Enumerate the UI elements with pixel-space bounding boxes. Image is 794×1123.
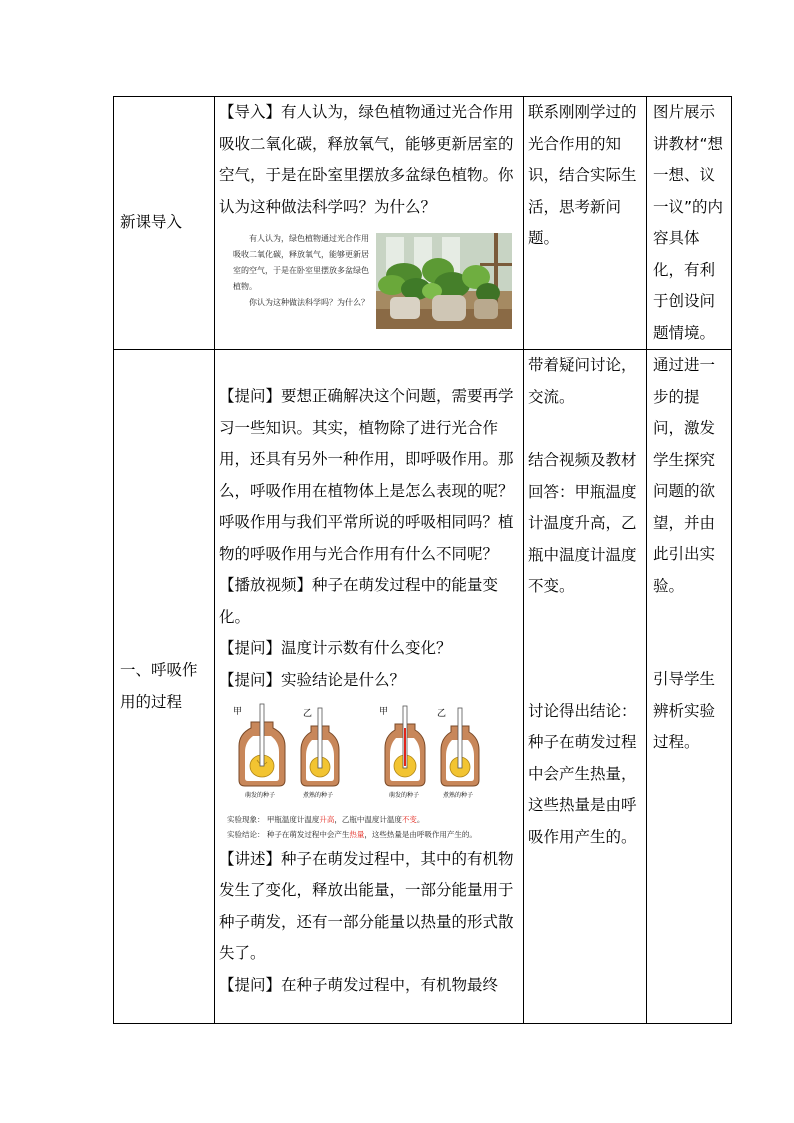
table-row [114, 350, 732, 1024]
video-paragraph: 【播放视频】种子在萌发过程中的能量变化。 [219, 576, 499, 626]
experiment-phenomenon: 实验现象： 甲瓶温度计温度升高，乙瓶中温度计温度不变。 [227, 814, 425, 824]
jar-mark: 乙 [303, 709, 313, 719]
student-activity-text: 讨论得出结论：种子在萌发过程中会产生热量，这些热量是由呼吸作用产生的。 [528, 701, 637, 846]
phase-label: 一、呼吸作用的过程 [120, 661, 198, 711]
jar-caption: 煮熟的种子 [443, 792, 474, 799]
intro-figure-text [233, 231, 373, 329]
plants-photo [376, 233, 512, 329]
design-intent-cell [647, 97, 732, 350]
intro-figure [233, 231, 519, 329]
jar-mark: 乙 [437, 709, 447, 719]
jar-caption: 煮熟的种子 [303, 792, 334, 799]
jar-icon [301, 708, 339, 786]
question-paragraph: 【提问】温度计示数有什么变化？ [219, 639, 452, 657]
question-paragraph: 【提问】在种子萌发过程中，有机物最终 [219, 975, 499, 994]
jar-caption: 萌发的种子 [389, 792, 420, 799]
design-intent-text: 引导学生辨析实验过程。 [653, 670, 716, 751]
teacher-activity-cell [215, 350, 524, 1024]
experiment-notes [219, 812, 519, 842]
design-intent-cell [647, 350, 732, 1024]
phase-cell [114, 97, 215, 350]
question-paragraph: 【提问】要想正确解决这个问题，需要再学习一些知识。其实，植物除了进行光合作用，还具有另外一种作用，即呼吸作用。那么，呼吸作用在植物体上是怎么表现的呢？呼吸作用与我们平常所说的呼吸相同吗？植物的呼吸作用与光合作用有什么不同呢？ [219, 387, 514, 563]
student-activity-text: 联系刚刚学过的光合作用的知识，结合实际生活，思考新问题。 [528, 103, 637, 247]
design-intent-text: 通过进一步的提问，激发学生探究问题的欲望，并由此引出实验。 [653, 356, 716, 595]
jar-caption: 萌发的种子 [245, 792, 276, 799]
table-row [114, 97, 732, 350]
intro-figure-line: 有人认为，绿色植物通过光合作用吸收二氧化碳，释放氧气，能够更新居室的空气，于是在卧室里摆放多盆绿色植物。 [233, 234, 369, 291]
question-paragraph: 【提问】实验结论是什么？ [219, 670, 406, 689]
design-intent-text: 图片展示讲教材“想一想、议一议”的内容具体化，有利于创设问题情境。 [653, 103, 724, 342]
jar-icon [239, 704, 285, 786]
experiment-figure [219, 700, 519, 842]
seed-jars-diagram [219, 700, 509, 800]
intro-paragraph: 【导入】有人认为，绿色植物通过光合作用吸收二氧化碳，释放氧气，能够更新居室的空气，于是在卧室里摆放多盆绿色植物。你认为这种做法科学吗？为什么？ [219, 103, 514, 216]
student-activity-cell [524, 97, 647, 350]
teacher-activity-cell [215, 97, 524, 350]
jar-icon [441, 708, 479, 786]
student-activity-text: 结合视频及教材回答：甲瓶温度计温度升高，乙瓶中温度计温度不变。 [528, 451, 637, 595]
student-activity-text: 带着疑问讨论，交流。 [528, 356, 637, 406]
jar-mark: 甲 [379, 707, 389, 717]
jar-mark: 甲 [233, 707, 243, 717]
lecture-paragraph: 【讲述】种子在萌发过程中，其中的有机物发生了变化，释放出能量，一部分能量用于种子萌发，还有一部分能量以热量的形式散失了。 [219, 849, 514, 962]
experiment-conclusion: 实验结论： 种子在萌发过程中会产生热量，这些热量是由呼吸作用产生的。 [227, 829, 477, 839]
lesson-plan-table [113, 96, 732, 1024]
phase-cell [114, 350, 215, 1024]
intro-figure-line: 你认为这种做法科学吗？为什么？ [249, 298, 369, 307]
student-activity-cell [524, 350, 647, 1024]
jar-icon [385, 706, 425, 786]
phase-label: 新课导入 [120, 213, 183, 232]
